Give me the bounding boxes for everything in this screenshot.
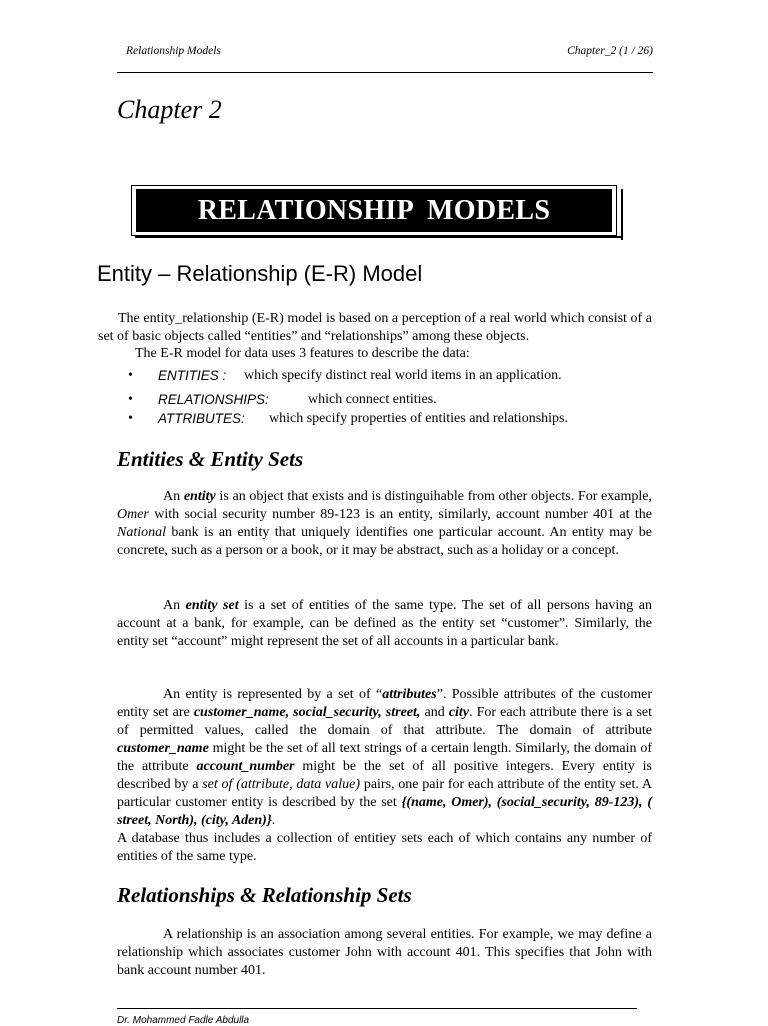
- database-paragraph: A database thus includes a collection of entitiey sets each of which contains any number of entities of the same type.: [117, 831, 652, 864]
- footer-rule: [117, 1008, 637, 1009]
- intro-paragraph: [98, 310, 652, 363]
- section-title: Entity – Relationship (E-R) Model: [97, 261, 423, 286]
- intro-line-2: The E-R model for data uses 3 features to describe the data:: [135, 346, 470, 361]
- entity-paragraph: An entity is an object that exists and is distinguihable from other objects. For example, Omer with social security number 89-123 is an entity, similarly, account number 401 at the National bank is an entity that uniquely identifies one particular account. An entity may be concrete, such as a person or a book, or it may be abstract, such as a holiday or a concept.: [117, 489, 652, 558]
- banner-shadow-right: [621, 189, 623, 240]
- bullet-keyword: ENTITIES :: [158, 368, 227, 383]
- header-rule: [117, 72, 653, 73]
- bullet-keyword: RELATIONSHIPS:: [158, 392, 269, 407]
- banner-title: RELATIONSHIP MODELS: [136, 189, 612, 232]
- chapter-label: Chapter 2: [117, 95, 222, 124]
- bullet-icon: •: [128, 411, 133, 426]
- relationships-heading: Relationships & Relationship Sets: [117, 883, 412, 907]
- term-entity: entity: [183, 489, 216, 504]
- bullet-icon: •: [128, 368, 133, 383]
- attributes-paragraph: An entity is represented by a set of “attributes”. Possible attributes of the customer entity set are customer_name, social_security, street, and city. For each attribute there is a set of permitted values, called the domain of that attribute. The domain of attribute customer_name might be the set of all text strings of a certain length. Similarly, the domain of the attribute account_number might be the set of all positive integers. Every entity is described by a set of (attribute, data value) pairs, one pair for each attribute of the entity set. A particular customer entity is described by the set {(name, Omer), (social_security, 89-123), ( street, North), (city, Aden)}. A database thus includes a collection of entitiey sets each of which contains any number of entities of the same type.: [117, 687, 652, 864]
- relationship-paragraph: A relationship is an association among several entities. For example, we may define a relationship which associates customer John with account 401. This specifies that John with bank account number 401.: [117, 927, 652, 978]
- banner-shadow-bottom: [135, 236, 623, 238]
- chapter-banner: [131, 185, 617, 236]
- intro-line-1: The entity_relationship (E-R) model is based on a perception of a real world which consist of a set of basic objects called “entities” and “relationships” among these objects.: [98, 311, 652, 344]
- bullet-keyword: ATTRIBUTES:: [158, 411, 245, 426]
- footer-author: Dr. Mohammed Fadle Abdulla: [117, 1015, 250, 1026]
- header-page-number: Chapter_2 (1 / 26): [567, 45, 653, 57]
- entities-heading: Entities & Entity Sets: [117, 447, 304, 471]
- bullet-icon: •: [128, 392, 133, 407]
- bullet-text: which connect entities.: [308, 392, 437, 407]
- entity-set-paragraph: An entity set is a set of entities of the same type. The set of all persons having an account at a bank, for example, can be defined as the entity set “customer”. Similarly, the entity set “account” might represent the set of all accounts in a particular bank.: [117, 598, 652, 649]
- bullet-text: which specify properties of entities and relationships.: [269, 411, 568, 426]
- header-left-title: Relationship Models: [126, 45, 221, 57]
- term-entity-set: entity set: [185, 598, 239, 613]
- bullet-text: which specify distinct real world items in an application.: [244, 368, 562, 383]
